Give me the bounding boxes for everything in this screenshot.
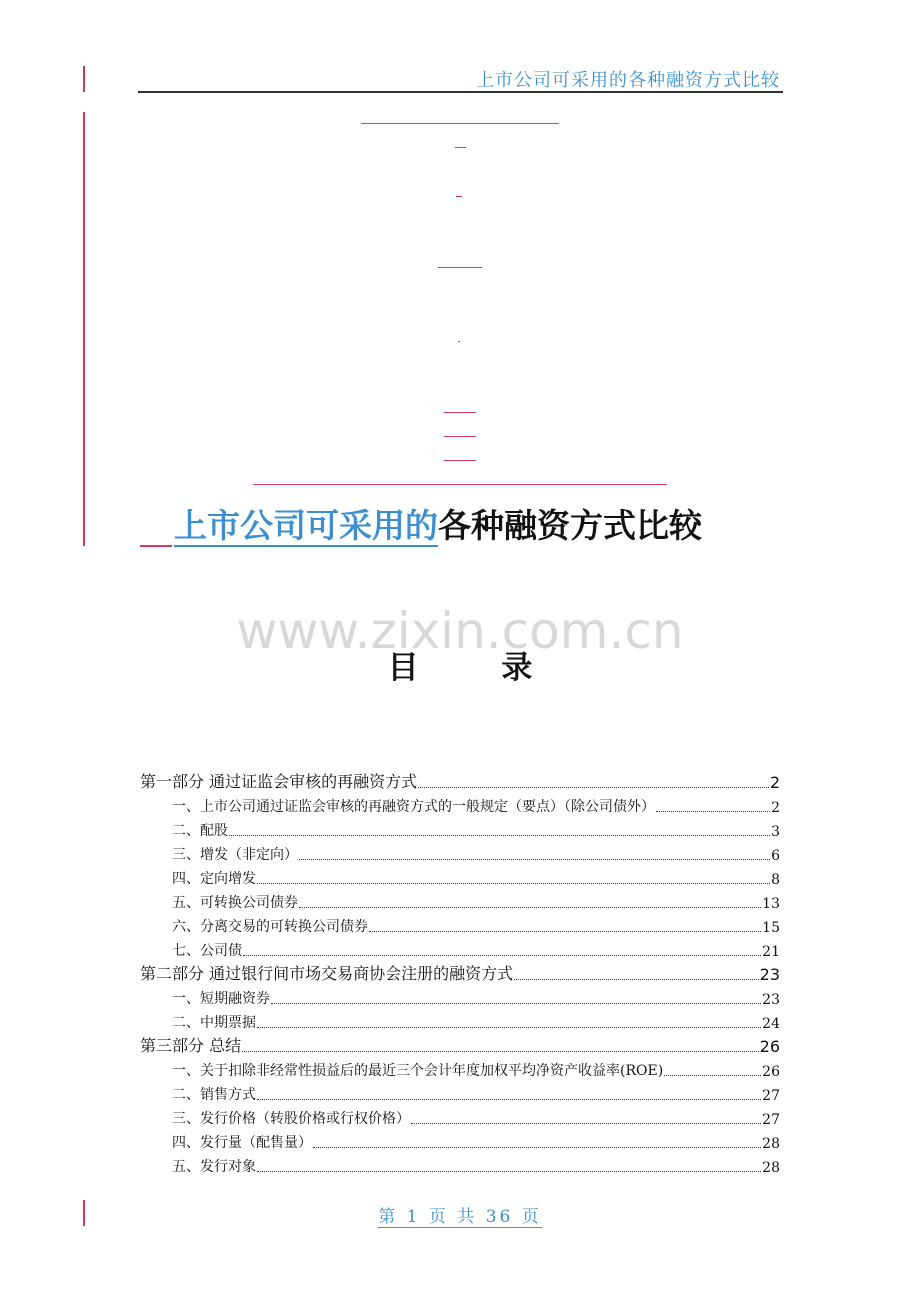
toc-sub-entry[interactable]: [140, 936, 780, 960]
toc-sub-entry[interactable]: [140, 840, 780, 864]
page-footer: [0, 1202, 920, 1227]
toc-sub-entry[interactable]: [140, 888, 780, 912]
red-line: [253, 484, 667, 485]
header-rule: [138, 91, 783, 93]
title-link[interactable]: 上市公司可采用的: [174, 506, 438, 545]
toc-leader-dots: [242, 1050, 759, 1052]
toc-part-entry[interactable]: [140, 960, 780, 984]
toc-sub-entry[interactable]: [140, 1080, 780, 1104]
red-line: [444, 436, 476, 437]
toc-entry-label: 一、上市公司通过证监会审核的再融资方式的一般规定（要点）（除公司债外）: [172, 799, 655, 815]
toc-leader-dots: [411, 1122, 761, 1124]
toc-entry-page: 3: [771, 824, 780, 840]
toc-entry-page: 2: [769, 773, 780, 792]
table-of-contents: [140, 768, 780, 1176]
toc-entry-page: 26: [762, 1064, 780, 1080]
toc-entry-label: 七、公司债: [172, 943, 242, 959]
toc-entry-page: 23: [762, 992, 780, 1008]
toc-entry-page: 2: [771, 800, 780, 816]
toc-entry-label: 四、发行量（配售量）: [172, 1135, 312, 1151]
toc-entry-page: 21: [762, 944, 780, 960]
toc-leader-dots: [369, 930, 761, 932]
toc-entry-label: 二、中期票据: [172, 1015, 256, 1031]
toc-sub-entry[interactable]: [140, 1056, 780, 1080]
toc-entry-label: 一、关于扣除非经常性损益后的最近三个会计年度加权平均净资产收益率(ROE): [172, 1063, 664, 1079]
toc-sub-entry[interactable]: [140, 912, 780, 936]
running-header: 上市公司可采用的各种融资方式比较: [476, 70, 780, 91]
toc-leader-dots: [229, 834, 770, 836]
toc-sub-entry[interactable]: [140, 1104, 780, 1128]
toc-entry-page: 8: [771, 872, 780, 888]
red-line: [361, 123, 559, 124]
toc-entry-label: 五、发行对象: [172, 1159, 256, 1175]
toc-leader-dots: [257, 1026, 761, 1028]
toc-entry-label: 一、短期融资券: [172, 991, 270, 1007]
toc-entry-page: 6: [771, 848, 780, 864]
toc-entry-page: 27: [762, 1112, 780, 1128]
toc-entry-label: 二、销售方式: [172, 1087, 256, 1103]
toc-part-entry[interactable]: [140, 1032, 780, 1056]
document-title: [140, 500, 800, 547]
red-line: [444, 460, 476, 461]
toc-entry-label: 第一部分 通过证监会审核的再融资方式: [140, 772, 418, 791]
toc-entry-page: 28: [762, 1160, 780, 1176]
toc-entry-page: 13: [762, 896, 780, 912]
toc-heading: 目 录: [387, 650, 569, 686]
toc-entry-page: 28: [762, 1136, 780, 1152]
toc-leader-dots: [271, 1002, 761, 1004]
red-line: [456, 196, 462, 197]
toc-leader-dots: [656, 810, 770, 812]
toc-sub-entry[interactable]: [140, 816, 780, 840]
toc-entry-label: 二、配股: [172, 823, 228, 839]
toc-entry-label: 第三部分 总结: [140, 1036, 242, 1055]
toc-sub-entry[interactable]: [140, 1152, 780, 1176]
toc-entry-label: 第二部分 通过银行间市场交易商协会注册的融资方式: [140, 964, 514, 983]
red-line: [444, 412, 476, 413]
toc-entry-label: 四、定向增发: [172, 871, 256, 887]
toc-leader-dots: [257, 1098, 761, 1100]
toc-leader-dots: [299, 858, 770, 860]
title-lead-underline: [140, 515, 172, 547]
toc-entry-label: 五、可转换公司债券: [172, 895, 298, 911]
margin-mark-top: [83, 66, 85, 92]
toc-leader-dots: [418, 786, 769, 788]
page-number-text[interactable]: 第 1 页 共 36 页: [378, 1207, 542, 1227]
toc-leader-dots: [313, 1146, 761, 1148]
toc-leader-dots: [257, 1170, 761, 1172]
toc-entry-label: 三、增发（非定向）: [172, 847, 298, 863]
toc-entry-page: 15: [762, 920, 780, 936]
red-line: [458, 341, 460, 342]
toc-sub-entry[interactable]: [140, 1128, 780, 1152]
toc-leader-dots: [664, 1074, 761, 1076]
toc-sub-entry[interactable]: [140, 864, 780, 888]
toc-leader-dots: [243, 954, 761, 956]
toc-sub-entry[interactable]: [140, 984, 780, 1008]
toc-leader-dots: [514, 978, 759, 980]
red-line: [455, 147, 466, 148]
toc-entry-label: 六、分离交易的可转换公司债券: [172, 919, 368, 935]
toc-entry-label: 三、发行价格（转股价格或行权价格）: [172, 1111, 410, 1127]
margin-mark-middle: [83, 112, 85, 546]
toc-entry-page: 24: [762, 1016, 780, 1032]
red-line: [438, 267, 482, 268]
toc-leader-dots: [299, 906, 761, 908]
toc-entry-page: 26: [759, 1037, 780, 1056]
watermark: www.zixin.com.cn: [236, 602, 684, 660]
toc-part-entry[interactable]: [140, 768, 780, 792]
toc-entry-page: 23: [759, 965, 780, 984]
toc-sub-entry[interactable]: [140, 792, 780, 816]
toc-entry-page: 27: [762, 1088, 780, 1104]
title-rest: 各种融资方式比较: [438, 506, 702, 545]
toc-leader-dots: [257, 882, 770, 884]
toc-sub-entry[interactable]: [140, 1008, 780, 1032]
